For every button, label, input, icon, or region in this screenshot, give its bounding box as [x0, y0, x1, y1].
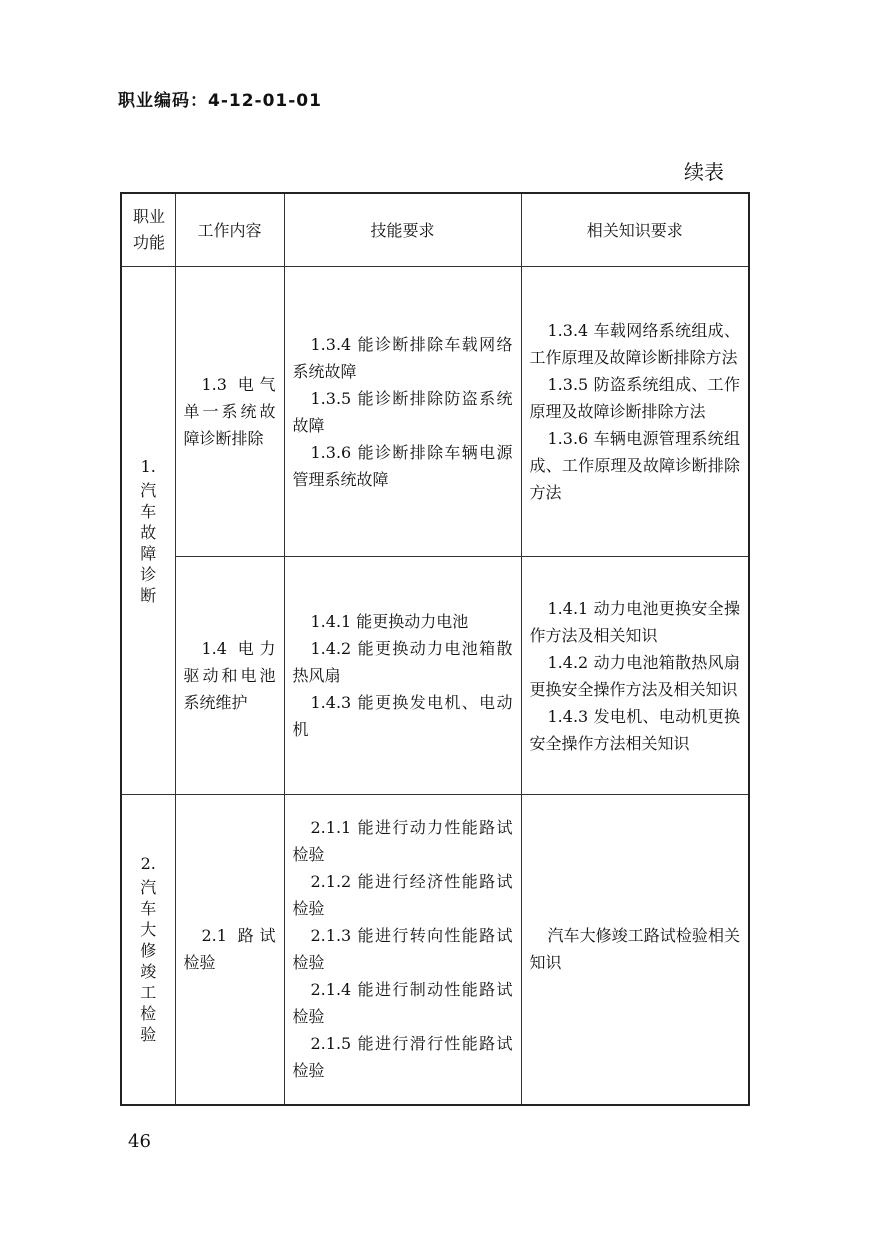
table-row	[121, 795, 749, 1105]
table-row	[121, 267, 749, 557]
knowledge-cell	[521, 557, 749, 795]
skill-item: 2.1.1 能进行动力性能路试检验	[292, 818, 513, 865]
knowledge-item: 汽车大修竣工路试检验相关知识	[529, 926, 740, 973]
knowledge-item: 1.4.3 发电机、电动机更换安全操作方法相关知识	[529, 706, 740, 753]
knowledge-item: 1.3.4 车载网络系统组成、工作原理及故障诊断排除方法	[529, 321, 740, 367]
work-content-cell: 2.1 路试检验	[175, 795, 284, 1105]
column-header-knowledge: 相关知识要求	[521, 193, 749, 267]
work-content-cell: 1.3 电气单一系统故障诊断排除	[175, 267, 284, 557]
function-cell	[121, 267, 175, 795]
skill-item: 1.3.6 能诊断排除车辆电源管理系统故障	[292, 442, 513, 489]
skill-item: 2.1.3 能进行转向性能路试检验	[292, 926, 513, 973]
column-header-content: 工作内容	[175, 193, 284, 267]
skill-item: 1.3.5 能诊断排除防盗系统故障	[292, 388, 513, 435]
function-number: 2.	[140, 854, 156, 874]
skill-item: 1.4.3 能更换发电机、电动机	[292, 693, 513, 739]
knowledge-item: 1.3.5 防盗系统组成、工作原理及故障诊断排除方法	[529, 375, 740, 421]
knowledge-item: 1.4.2 动力电池箱散热风扇更换安全操作方法及相关知识	[529, 652, 740, 699]
column-header-skills: 技能要求	[284, 193, 521, 267]
skill-item: 2.1.4 能进行制动性能路试检验	[292, 980, 513, 1027]
function-cell	[121, 795, 175, 1105]
skills-cell	[284, 557, 521, 795]
column-header-function: 职业功能	[121, 193, 175, 267]
knowledge-item: 1.4.1 动力电池更换安全操作方法及相关知识	[529, 598, 740, 645]
skill-item: 1.4.1 能更换动力电池	[310, 612, 469, 631]
occupation-code: 职业编码：4-12-01-01	[118, 91, 322, 111]
skills-cell	[284, 795, 521, 1105]
skills-cell	[284, 267, 521, 557]
function-number: 1.	[140, 456, 156, 476]
table-header-row	[121, 193, 749, 267]
knowledge-cell	[521, 267, 749, 557]
skill-item: 2.1.2 能进行经济性能路试检验	[292, 872, 513, 919]
competency-table	[120, 192, 750, 1106]
work-content-cell: 1.4 电力驱动和电池系统维护	[175, 557, 284, 795]
knowledge-cell	[521, 795, 749, 1105]
function-name: 汽车故障诊断	[140, 480, 157, 605]
skill-item: 1.4.2 能更换动力电池箱散热风扇	[292, 639, 513, 685]
page-number: 46	[128, 1131, 151, 1152]
knowledge-item: 1.3.6 车辆电源管理系统组成、工作原理及故障诊断排除方法	[529, 429, 740, 502]
function-name: 汽车大修竣工检验	[140, 878, 157, 1045]
skill-item: 1.3.4 能诊断排除车载网络系统故障	[292, 334, 513, 381]
table-row	[121, 557, 749, 795]
skill-item: 2.1.5 能进行滑行性能路试检验	[292, 1034, 513, 1081]
continued-label: 续表	[684, 160, 724, 184]
